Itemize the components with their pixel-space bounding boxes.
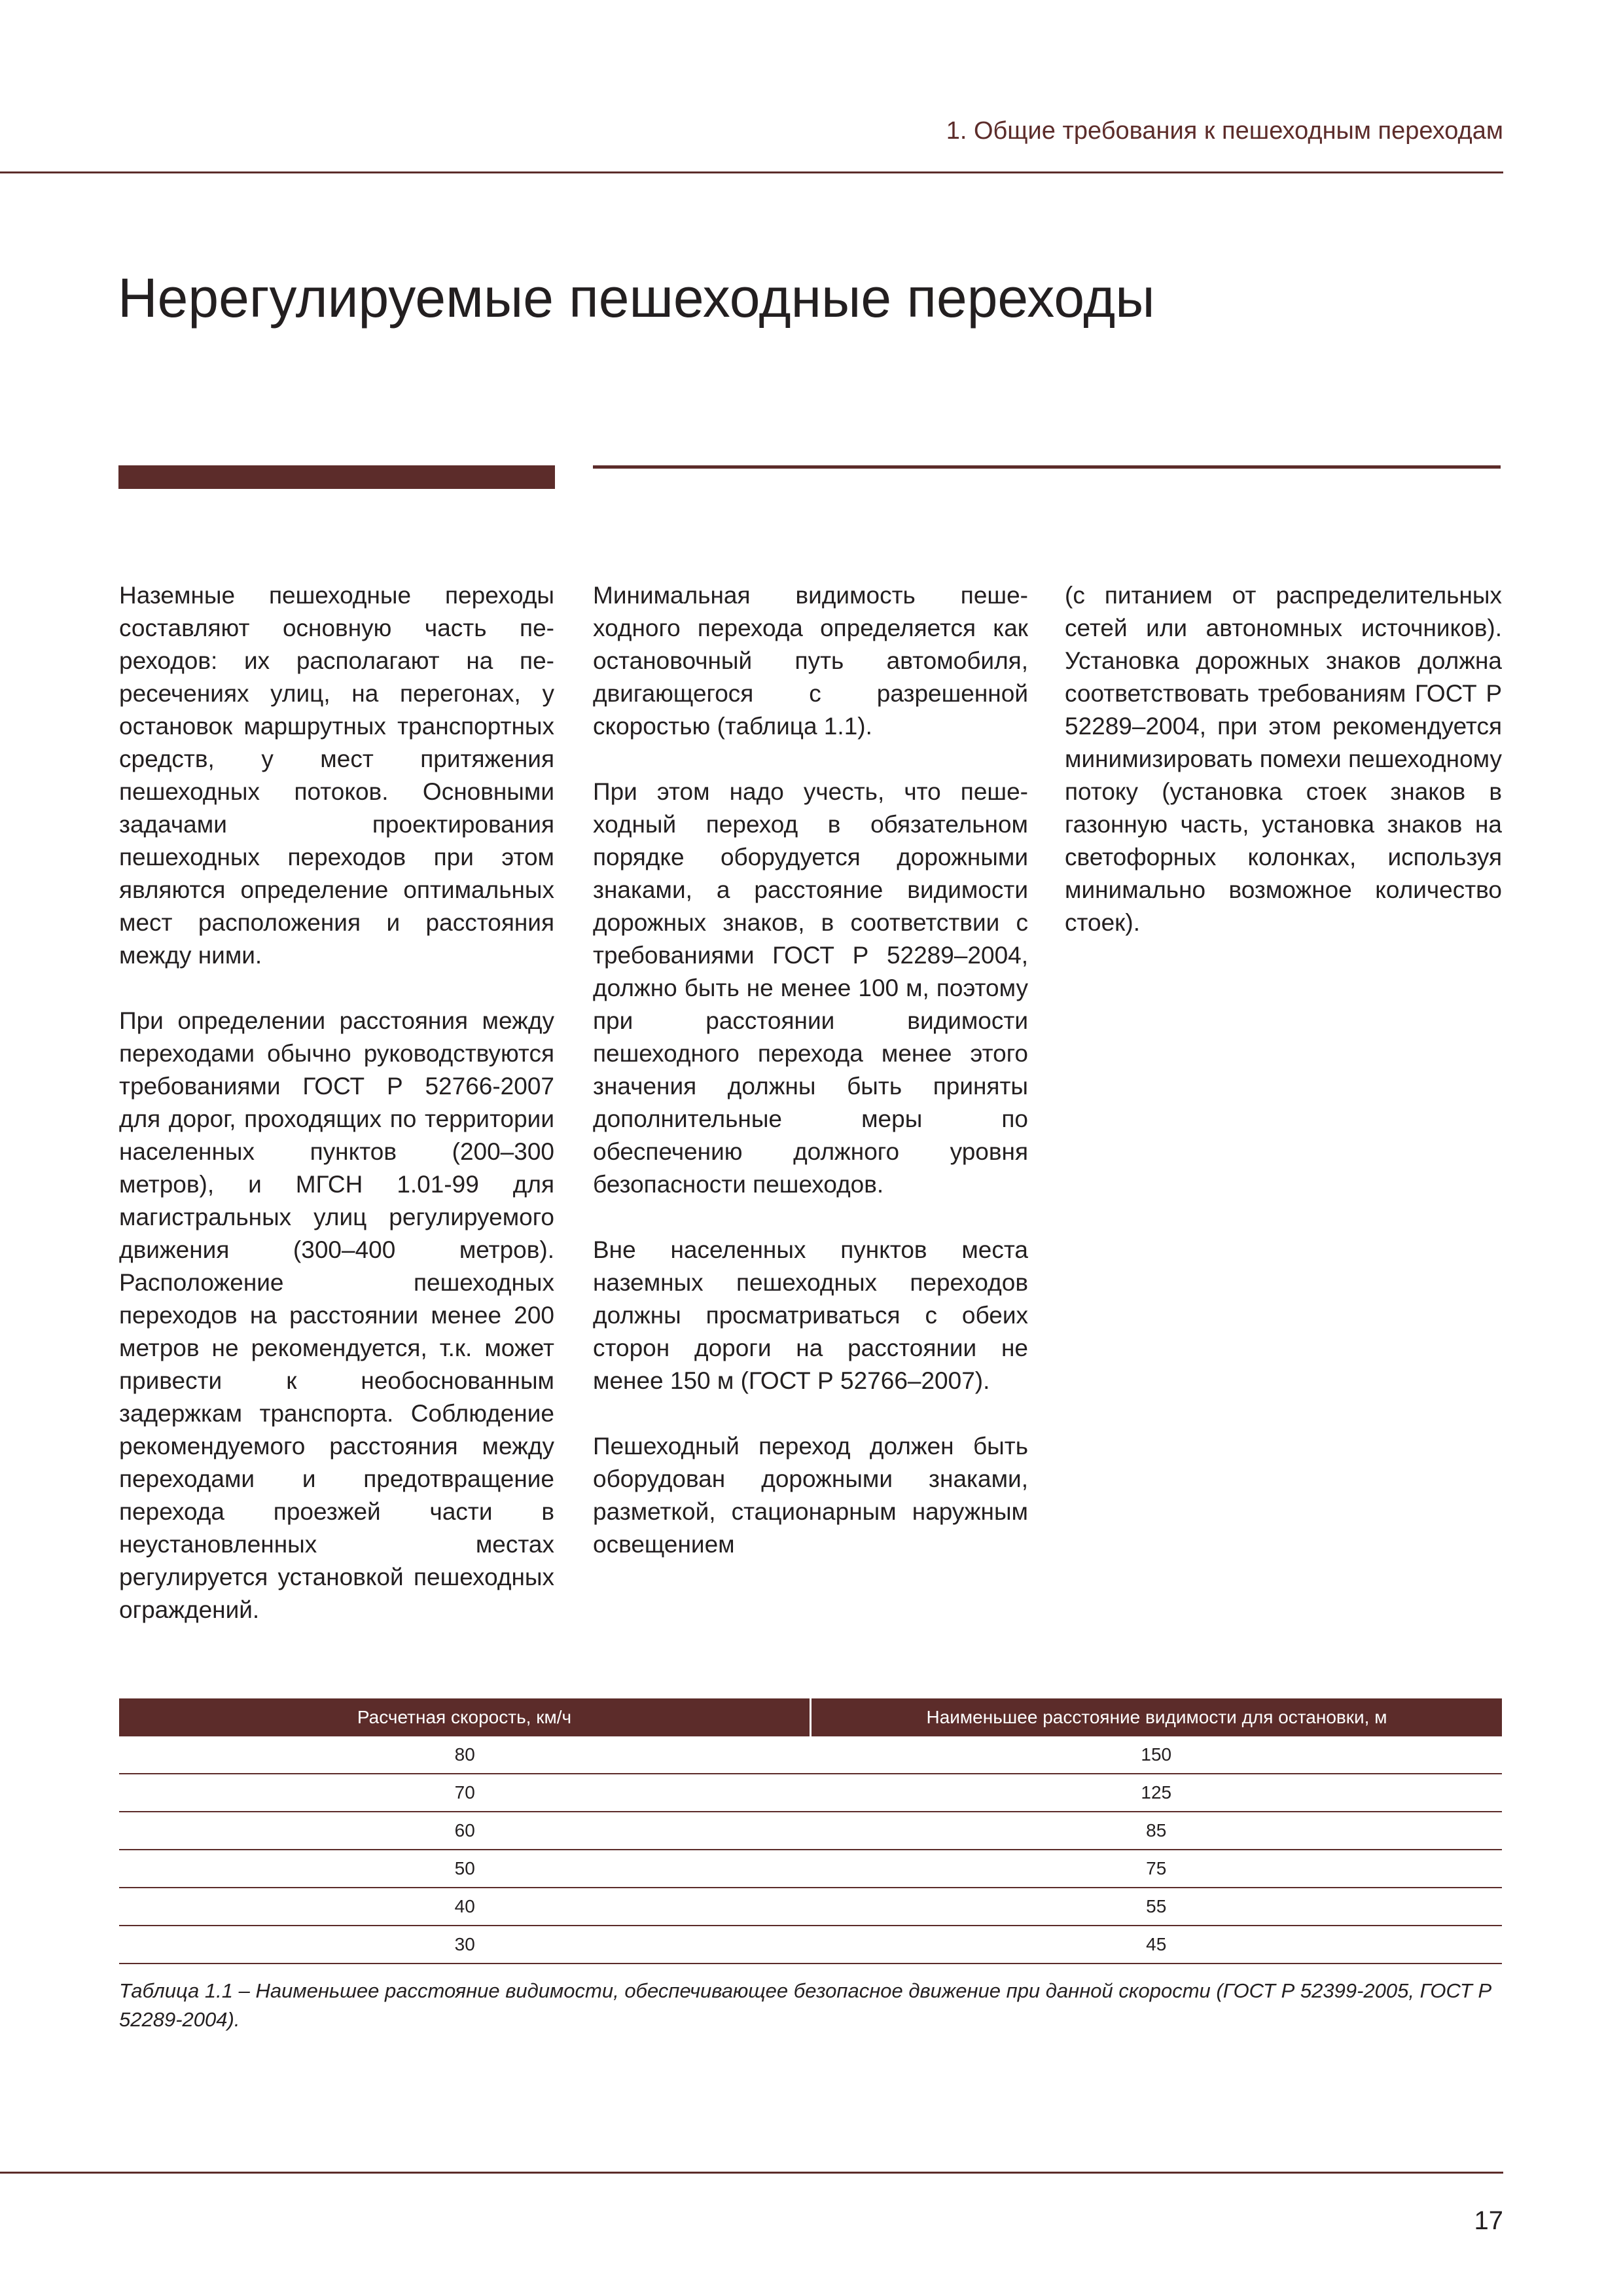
cell-speed: 70 [119, 1774, 811, 1812]
table-row [119, 1812, 1502, 1850]
cell-distance: 75 [811, 1850, 1503, 1888]
header-rule [0, 171, 1503, 173]
paragraph: Вне населенных пунктов места наземных пешеходных переходов должны просматриваться с обеих сторон дороги на расстоянии не менее 150 м (ГОСТ Р 52766–2007). [593, 1236, 1028, 1394]
paragraph: При определении расстояния между переходами обычно руководствуются требованиями ГОСТ Р 52766-2007 для дорог, проходящих по территории населенных пунктов (200–300 метров), и МГСН 1.01-99 для магистральных улиц регулируемого движения (300–400 метров). Расположение пешеходных переходов на расстоянии менее 200 метров не рекомендуется, т.к. может привести к необоснованным задержкам транспорта. Соблюдение рекомендуемого расстояния между переходами и предотвращение перехода проезжей части в неустановленных местах регулируется установкой пешеходных ограждений. [119, 1007, 554, 1623]
paragraph: Пешеходный переход должен быть оборудован дорожными знаками, разметкой, стационарным наружным освещением [593, 1433, 1028, 1558]
paragraph: Минимальная видимость пешеходного перехода определяется как остановочный путь автомобиля, двигающегося с разрешенной скоростью (таблица 1.1). [593, 582, 1028, 740]
cell-distance: 55 [811, 1888, 1503, 1926]
cell-speed: 40 [119, 1888, 811, 1926]
table-row [119, 1736, 1502, 1774]
cell-speed: 30 [119, 1926, 811, 1964]
text-column-2 [593, 579, 1028, 1594]
paragraph: При этом надо учесть, что пешеходный переход в обязательном порядке оборудуется дорожными знаками, а расстояние видимости дорожных знаков, в соответствии с требованиями ГОСТ Р 52289–2004, должно быть не менее 100 м, поэтому при расстоянии видимости пешеходного перехода менее этого значения должны быть приняты дополнительные меры по обеспечению должного уровня безопасности пешеходов. [593, 778, 1028, 1198]
footer-rule [0, 2172, 1503, 2174]
cell-distance: 45 [811, 1926, 1503, 1964]
accent-bar-right [593, 465, 1501, 469]
header-distance: Наименьшее расстояние видимости для остановки, м [811, 1698, 1503, 1736]
cell-speed: 80 [119, 1736, 811, 1774]
table-row [119, 1850, 1502, 1888]
header-speed: Расчетная скорость, км/ч [119, 1698, 811, 1736]
page-title: Нерегулируемые пешеходные переходы [118, 267, 1155, 329]
cell-distance: 85 [811, 1812, 1503, 1850]
table-caption: Таблица 1.1 – Наименьшее расстояние видимости, обеспечивающее безопасное движение при данной скорости (ГОСТ Р 52399-2005, ГОСТ Р 52289-2004). [119, 1979, 1492, 2031]
cell-speed: 50 [119, 1850, 811, 1888]
text-column-3 [1065, 579, 1502, 972]
table-row [119, 1774, 1502, 1812]
cell-speed: 60 [119, 1812, 811, 1850]
paragraph: (с питанием от распределительных сетей или автономных источников). Установка дорожных знаков должна соответствовать требованиям ГОСТ Р 52289–2004, при этом рекомендуется минимизировать помехи пешеходному потоку (установка стоек знаков в газонную часть, установка знаков на светофорных колонках, используя минимально возможное количество стоек). [1065, 582, 1502, 936]
text-column-1 [119, 579, 554, 1659]
paragraph: Наземные пешеходные переходы составляют основную часть переходов: их располагают на пересечениях улиц, на перегонах, у остановок маршрутных транспортных средств, у мест притяжения пешеходных потоков. Основными задачами проектирования пешеходных переходов при этом являются определение оптимальных мест расположения и расстояния между ними. [119, 582, 554, 969]
table-header-row [119, 1698, 1502, 1736]
table-row [119, 1888, 1502, 1926]
table-row [119, 1926, 1502, 1964]
visibility-table [119, 1698, 1502, 1964]
running-header: 1. Общие требования к пешеходным переходам [946, 117, 1503, 145]
accent-bar-left [118, 465, 555, 489]
cell-distance: 125 [811, 1774, 1503, 1812]
cell-distance: 150 [811, 1736, 1503, 1774]
page-number: 17 [1474, 2206, 1503, 2235]
